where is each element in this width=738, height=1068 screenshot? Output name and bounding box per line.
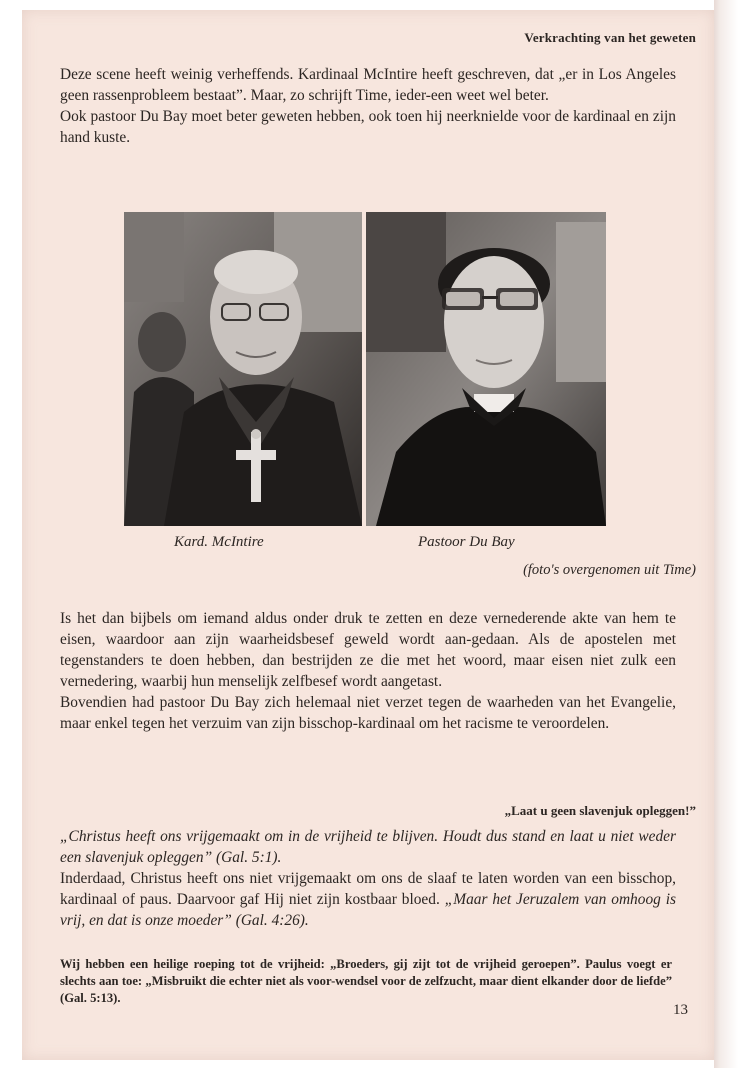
intro-paragraph-2: Ook pastoor Du Bay moet beter geweten hebben, ook toen hij neerknielde voor de kardinaal en zijn hand kuste. xyxy=(60,108,676,146)
page-number: 13 xyxy=(673,1002,688,1018)
photo-kardinaal-mcintire xyxy=(124,212,362,526)
quote-paragraph-text: Inderdaad, Christus heeft ons niet vrijgemaakt om ons de slaaf te laten worden van een bisschop, kardinaal of paus. Daarvoor gaf Hij niet zijn kostbaar bloed. xyxy=(60,870,676,908)
caption-left: Kard. McIntire xyxy=(174,534,264,550)
quote-section xyxy=(60,826,676,931)
section-subheading: „Laat u geen slavenjuk opleggen!” xyxy=(504,803,696,818)
running-head: Verkrachting van het geweten xyxy=(524,30,696,45)
body-paragraph-1: Is het dan bijbels om iemand aldus onder druk te zetten en deze vernederende akte van hem te eisen, waardoor aan zijn waarheidsbesef geweld wordt aan-gedaan. Als de apostelen met tegenstanders te doen hebben, dan bestrijden ze die met het woord, maar eisen niet zulk een vernedering, waarbij hun menselijk zelfbesef wordt aangetast. xyxy=(60,610,676,690)
photo-pair xyxy=(124,212,606,526)
body-text xyxy=(60,608,676,734)
page-edge-shadow xyxy=(714,0,738,1068)
intro-paragraph-1: Deze scene heeft weinig verheffends. Kardinaal McIntire heeft geschreven, dat „er in Los Angeles geen rassenprobleem bestaat”. Maar, zo schrijft Time, ieder-een weet wel beter. xyxy=(60,66,676,104)
photo-credit: (foto's overgenomen uit Time) xyxy=(523,562,696,578)
scripture-quote-1: „Christus heeft ons vrijgemaakt om in de vrijheid te blijven. Houdt dus stand en laat u niet weder een slavenjuk opleggen” (Gal. 5:1). xyxy=(60,828,676,866)
intro-text xyxy=(60,64,676,148)
scripture-quote-2: „Maar het Jeruzalem van omhoog is vrij, en dat is onze moeder” (Gal. 4:26). xyxy=(60,891,676,929)
closing-bold-paragraph: Wij hebben een heilige roeping tot de vrijheid: „Broeders, gij zijt tot de vrijheid geroepen”. Paulus voegt er slechts aan toe: „Misbruikt die echter niet als voor-wendsel voor de zelfzucht, maar dient elkander door de liefde” (Gal. 5:13). xyxy=(60,957,672,1005)
photo-pastoor-du-bay xyxy=(366,212,606,526)
caption-right: Pastoor Du Bay xyxy=(418,534,515,550)
quote-paragraph xyxy=(60,868,676,931)
body-paragraph-2: Bovendien had pastoor Du Bay zich helemaal niet verzet tegen de waarheden van het Evangelie, maar enkel tegen het verzuim van zijn bisschop-kardinaal om het racisme te veroordelen. xyxy=(60,694,676,732)
